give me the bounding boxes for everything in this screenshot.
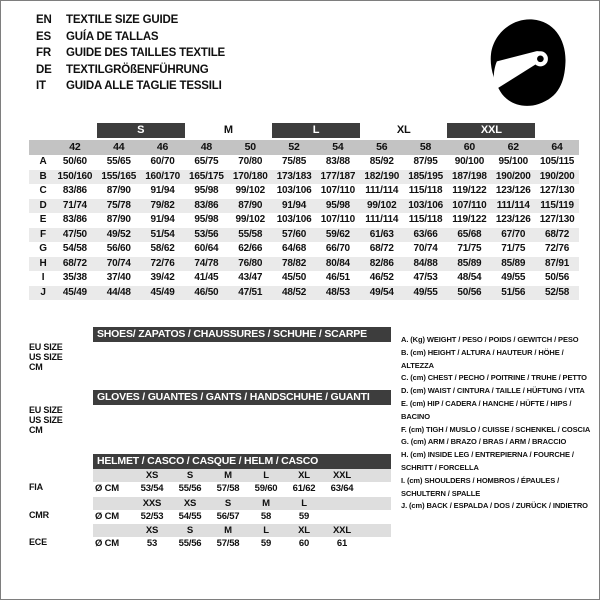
legend-item: F. (cm) TIGH / MUSLO / CUISSE / SCHENKEL / COSCIA: [401, 424, 591, 434]
legend-item: G. (cm) ARM / BRAZO / BRAS / ARM / BRACCIO: [401, 437, 567, 447]
legend-item: H. (cm) INSIDE LEG / ENTREPIERNA / FOURCHE / SCHRITT / FORCELLA: [401, 450, 574, 472]
size-value: 72/76: [150, 257, 175, 269]
size-number: 62: [507, 141, 519, 153]
table-row: [29, 415, 391, 425]
measurement-letter: G: [39, 243, 47, 254]
size-row: [29, 286, 579, 301]
measurement-letter: D: [39, 199, 47, 211]
size-value: 63/66: [413, 228, 438, 240]
size-value: 95/98: [325, 199, 350, 211]
size-number: 60: [463, 141, 476, 153]
gloves-size-table: [29, 390, 391, 435]
size-value: 119/122: [452, 185, 487, 196]
size-value: 68/72: [545, 228, 570, 240]
size-value: 64/68: [282, 243, 307, 254]
size-value: 70/74: [413, 243, 438, 254]
size-value: 103/106: [276, 185, 312, 196]
measurement-letter: F: [40, 228, 46, 240]
measurement-legend: [401, 334, 598, 513]
size-value: 65/75: [194, 156, 219, 167]
helmet-size-value: 53/54: [140, 483, 164, 494]
size-number: 64: [551, 141, 563, 153]
textile-size-table: [29, 123, 579, 300]
size-value: 51/54: [150, 228, 175, 240]
size-value: 83/86: [194, 199, 219, 211]
size-value: 80/84: [325, 257, 350, 269]
helmet-size-value: 56/57: [216, 510, 240, 522]
size-row: [29, 199, 579, 214]
size-value: 115/119: [540, 199, 574, 211]
helmet-values-row: [29, 537, 391, 552]
helmet-size-value: 59: [260, 538, 272, 549]
size-value: 48/53: [325, 286, 350, 298]
size-row: [29, 213, 579, 228]
row-label: CM: [29, 425, 43, 435]
size-row: [29, 257, 579, 272]
helmet-size-value: 63/64: [330, 483, 354, 494]
size-value: 123/126: [495, 214, 531, 225]
table-title: HELMET / CASCO / CASQUE / HELM / CASCO: [93, 454, 391, 469]
measurement-letter: J: [40, 286, 46, 298]
diameter-unit: Ø CM: [95, 510, 120, 522]
row-cells: [93, 469, 391, 482]
measurement-letter: E: [39, 214, 47, 225]
table-header-row: [29, 327, 391, 342]
helmet-sizes-row: [29, 524, 391, 537]
size-value: 71/75: [501, 243, 526, 254]
size-value: 47/53: [413, 272, 438, 283]
size-value: 105/115: [539, 156, 575, 167]
language-row: [36, 78, 225, 95]
language-code: DE: [36, 63, 52, 76]
helmet-size-label: XS: [183, 497, 197, 509]
helmet-size-label: XL: [298, 525, 310, 536]
size-value: 87/90: [106, 214, 131, 225]
size-row: [29, 271, 579, 286]
size-value: 185/195: [408, 170, 443, 182]
helmet-size-label: M: [224, 525, 232, 536]
size-value: 127/130: [539, 185, 575, 196]
legend-item: D. (cm) WAIST / CINTURA / TAILLE / HÜFTUNG / VITA: [401, 386, 585, 396]
helmet-size-value: 55/56: [178, 483, 202, 494]
size-number-row: [29, 140, 579, 155]
size-value: 48/54: [457, 272, 482, 283]
size-value: 190/200: [495, 170, 531, 182]
size-value: 160/170: [145, 170, 180, 182]
row-cells: [93, 524, 391, 537]
spacer: [93, 497, 133, 510]
size-value: 71/74: [62, 199, 87, 211]
spacer: [53, 123, 97, 138]
size-value: 52/58: [545, 286, 570, 298]
size-value: 55/65: [106, 156, 131, 167]
diameter-unit: Ø CM: [95, 483, 120, 494]
size-value: 111/114: [365, 185, 399, 196]
table-row: [29, 405, 391, 415]
size-value: 95/100: [498, 156, 528, 167]
helmet-size-label: [323, 497, 361, 510]
size-value: 61/63: [369, 228, 394, 240]
size-value: 59/62: [325, 228, 350, 240]
size-value: 76/80: [238, 257, 263, 269]
helmet-size-value: 58: [260, 510, 272, 522]
helmet-size-label: L: [263, 470, 269, 481]
helmet-size-value: 59: [298, 510, 310, 522]
language-row: [36, 45, 225, 62]
row-cells: [93, 497, 391, 510]
size-value: 45/49: [150, 286, 175, 298]
legend-item: C. (cm) CHEST / PECHO / POITRINE / TRUHE / PETTO: [401, 373, 587, 383]
spacer: [93, 524, 133, 537]
helmet-size-value: 61: [336, 538, 348, 549]
language-row: [36, 12, 225, 29]
size-value: 85/92: [369, 156, 394, 167]
size-value: 45/50: [282, 272, 307, 283]
helmet-size-label: M: [224, 470, 232, 481]
size-value: 91/94: [150, 214, 175, 225]
size-value: 43/47: [238, 272, 263, 283]
size-value: 111/114: [365, 214, 399, 225]
size-value: 95/98: [194, 185, 219, 196]
size-value: 82/86: [369, 257, 394, 269]
size-number: 42: [69, 141, 81, 153]
size-value: 91/94: [150, 185, 175, 196]
size-value: 35/38: [62, 272, 87, 283]
helmet-size-label: XXS: [142, 497, 162, 509]
size-value: 187/198: [452, 170, 487, 182]
legend-item: A. (Kg) WEIGHT / PESO / POIDS / GEWITCH / PESO: [401, 335, 579, 344]
measurement-letter: A: [39, 156, 47, 167]
size-value: 85/89: [457, 257, 482, 269]
size-value: 83/86: [62, 214, 87, 225]
standard-label: ECE: [29, 537, 47, 547]
size-value: 87/91: [545, 257, 570, 269]
table-title: SHOES/ ZAPATOS / CHAUSSURES / SCHUHE / SCARPE: [93, 327, 391, 342]
size-value: 103/106: [408, 199, 443, 211]
helmet-size-value: 57/58: [216, 538, 240, 549]
size-number: 56: [376, 141, 388, 153]
size-number: 48: [200, 141, 213, 153]
spacer: [29, 524, 93, 537]
size-value: 46/51: [325, 272, 350, 283]
size-number: 44: [113, 141, 125, 153]
helmet-size-value: 55/56: [178, 538, 202, 549]
size-number: 58: [419, 141, 432, 153]
size-group-label: M: [223, 124, 233, 136]
size-value: 84/88: [413, 257, 438, 269]
size-value: 155/165: [101, 170, 137, 182]
size-value: 70/74: [106, 257, 131, 269]
row-label: US SIZE: [29, 352, 63, 362]
size-value: 87/90: [238, 199, 263, 211]
row-label: US SIZE: [29, 415, 63, 425]
size-value: 67/70: [501, 228, 526, 240]
table-row: [29, 425, 391, 435]
spacer: [29, 454, 93, 469]
size-value: 68/72: [62, 257, 87, 269]
size-value: 83/88: [325, 156, 350, 167]
helmet-size-table: [29, 454, 391, 552]
helmet-size-label: XL: [298, 470, 310, 481]
size-value: 45/49: [62, 286, 87, 298]
row-cells: [93, 510, 391, 525]
size-row: [29, 228, 579, 243]
language-code: IT: [36, 80, 46, 92]
size-value: 49/54: [369, 286, 394, 298]
size-row: [29, 155, 579, 170]
legend-item: I. (cm) SHOULDERS / HOMBROS / ÉPAULES / SCHULTERN / SPALLE: [401, 475, 560, 498]
language-code: EN: [36, 14, 52, 26]
table-row: [29, 362, 391, 372]
guide-title: TEXTILE SIZE GUIDE: [66, 14, 179, 26]
size-value: 79/82: [150, 199, 175, 211]
language-title-list: [36, 12, 225, 95]
size-value: 56/60: [106, 243, 131, 254]
helmet-size-label: XXL: [333, 470, 351, 481]
size-row: [29, 242, 579, 257]
size-value: 91/94: [282, 199, 307, 211]
legend-item: E. (cm) HIP / CADERA / HANCHE / HÜFTE / HIPS / BACINO: [401, 398, 572, 421]
size-value: 49/55: [413, 286, 438, 298]
size-value: 75/78: [106, 199, 131, 211]
size-value: 51/56: [501, 286, 526, 298]
size-value: 65/68: [457, 228, 482, 240]
size-value: 90/100: [454, 156, 485, 167]
size-value: 70/80: [238, 156, 263, 167]
helmet-size-value: 53: [146, 538, 158, 549]
size-value: 103/106: [276, 214, 312, 225]
size-value: 99/102: [235, 214, 265, 225]
size-value: 95/98: [194, 214, 219, 225]
language-code: ES: [36, 30, 51, 43]
helmet-values-row: [29, 482, 391, 497]
size-value: 60/64: [194, 243, 219, 254]
helmet-sizes-row: [29, 469, 391, 482]
size-value: 39/42: [150, 272, 175, 283]
size-value: 53/56: [194, 228, 219, 240]
size-value: 74/78: [194, 257, 219, 269]
size-value: 46/52: [369, 272, 394, 283]
size-value: 46/50: [194, 286, 219, 298]
size-number: 50: [244, 141, 256, 153]
size-value: 177/187: [320, 170, 356, 182]
size-value: 50/56: [545, 272, 570, 283]
size-value: 50/60: [62, 156, 87, 167]
size-value: 123/126: [495, 185, 531, 196]
spacer: [29, 469, 93, 482]
size-value: 68/72: [369, 243, 394, 254]
size-number: 52: [288, 141, 300, 153]
table-row: [29, 342, 391, 352]
size-group-label: XL: [396, 124, 411, 136]
language-code: FR: [36, 47, 51, 59]
size-group-label: L: [272, 123, 360, 138]
size-value: 87/90: [106, 185, 131, 196]
measurement-letter: I: [41, 272, 45, 283]
standard-label: FIA: [29, 482, 43, 492]
helmet-sizes-row: [29, 497, 391, 510]
size-row: [29, 170, 579, 185]
size-value: 83/86: [62, 185, 87, 196]
diameter-unit: Ø CM: [95, 538, 120, 549]
size-value: 71/75: [457, 243, 482, 254]
shoes-size-table: [29, 327, 391, 372]
size-value: 107/110: [320, 214, 355, 225]
table-header-row: [29, 390, 391, 405]
helmet-size-value: 61/62: [292, 483, 316, 494]
size-value: 47/50: [62, 228, 87, 240]
helmet-size-label: XXL: [333, 525, 351, 536]
spacer: [29, 327, 93, 342]
size-value: 47/51: [238, 286, 263, 298]
row-label: EU SIZE: [29, 342, 63, 352]
helmet-size-label: S: [186, 470, 194, 481]
helmet-size-label: M: [262, 497, 270, 509]
size-value: 111/114: [496, 199, 530, 211]
size-value: 41/45: [194, 272, 219, 283]
helmet-size-value: 60: [298, 538, 310, 549]
size-number: 46: [156, 141, 169, 153]
size-value: 55/58: [238, 228, 263, 240]
spacer: [29, 123, 53, 138]
size-value: 165/175: [189, 170, 224, 182]
size-value: 75/85: [282, 156, 307, 167]
size-value: 66/70: [325, 243, 350, 254]
measurement-letter: B: [39, 170, 47, 182]
size-value: 78/82: [282, 257, 307, 269]
standard-label: CMR: [29, 509, 49, 520]
guide-title: GUIDA ALLE TAGLIE TESSILI: [66, 80, 222, 92]
helmet-size-value: 54/55: [178, 510, 202, 522]
accessory-tables: [29, 327, 391, 552]
size-value: 58/62: [150, 243, 175, 254]
racing-helmet-icon: [485, 17, 569, 109]
helmet-size-label: L: [263, 525, 269, 536]
measurement-letter: C: [39, 185, 47, 196]
measurement-letter: H: [39, 257, 47, 269]
helmet-size-label: S: [224, 497, 232, 509]
size-value: 173/183: [276, 170, 312, 182]
helmet-size-value: 59/60: [254, 483, 278, 494]
size-value: 60/70: [150, 156, 175, 167]
size-value: 107/110: [452, 199, 487, 211]
size-value: 62/66: [238, 243, 263, 254]
spacer: [29, 140, 53, 155]
size-value: 48/52: [282, 286, 307, 298]
size-value: 170/180: [232, 170, 268, 182]
helmet-size-value: 52/53: [140, 510, 164, 522]
size-value: 115/118: [408, 185, 443, 196]
size-value: 107/110: [320, 185, 355, 196]
row-label: EU SIZE: [29, 405, 63, 415]
size-value: 50/56: [457, 286, 482, 298]
size-value: 99/102: [235, 185, 265, 196]
size-group-label: S: [97, 123, 185, 138]
helmet-size-label: XS: [145, 525, 159, 536]
table-header-row: [29, 454, 391, 469]
language-row: [36, 62, 225, 79]
size-value: 115/118: [408, 214, 443, 225]
helmet-size-label: S: [186, 525, 194, 536]
size-value: 190/200: [539, 170, 575, 182]
size-value: 49/55: [501, 272, 526, 283]
helmet-size-value: 57/58: [216, 483, 240, 494]
table-title: GLOVES / GUANTES / GANTS / HANDSCHUHE / GUANTI: [93, 390, 391, 405]
table-row: [29, 352, 391, 362]
spacer: [93, 469, 133, 482]
size-value: 150/160: [57, 170, 93, 182]
size-group-header-row: [29, 123, 579, 138]
size-value: 99/102: [367, 199, 397, 211]
spacer: [29, 497, 93, 510]
guide-title: GUIDE DES TAILLES TEXTILE: [66, 47, 225, 59]
row-cells: [93, 537, 391, 552]
size-value: 72/76: [545, 243, 570, 254]
size-value: 182/190: [364, 170, 400, 182]
size-value: 49/52: [106, 228, 131, 240]
helmet-size-value: [323, 510, 361, 525]
size-value: 87/95: [413, 156, 438, 167]
language-row: [36, 29, 225, 46]
size-value: 119/122: [452, 214, 487, 225]
guide-title: TEXTILGRÖßENFÜHRUNG: [66, 63, 209, 76]
spacer: [29, 390, 93, 405]
size-group-label: XXL: [447, 123, 535, 138]
size-value: 44/48: [106, 286, 131, 298]
row-label: CM: [29, 362, 43, 372]
size-value: 37/40: [106, 272, 131, 283]
size-value: 57/60: [282, 228, 307, 240]
size-number: 54: [332, 141, 344, 153]
helmet-values-row: [29, 510, 391, 525]
size-row: [29, 184, 579, 199]
spacer: [535, 123, 579, 138]
legend-item: J. (cm) BACK / ESPALDA / DOS / ZURÜCK / INDIETRO: [401, 501, 588, 511]
helmet-size-label: XS: [145, 470, 159, 481]
row-cells: [93, 482, 391, 497]
helmet-size-label: L: [301, 497, 307, 509]
size-value: 54/58: [62, 243, 87, 254]
size-value: 127/130: [539, 214, 575, 225]
legend-item: B. (cm) HEIGHT / ALTURA / HAUTEUR / HÖHE / ALTEZZA: [401, 347, 564, 370]
guide-title: GUÍA DE TALLAS: [66, 30, 159, 43]
size-value: 85/89: [501, 257, 526, 269]
